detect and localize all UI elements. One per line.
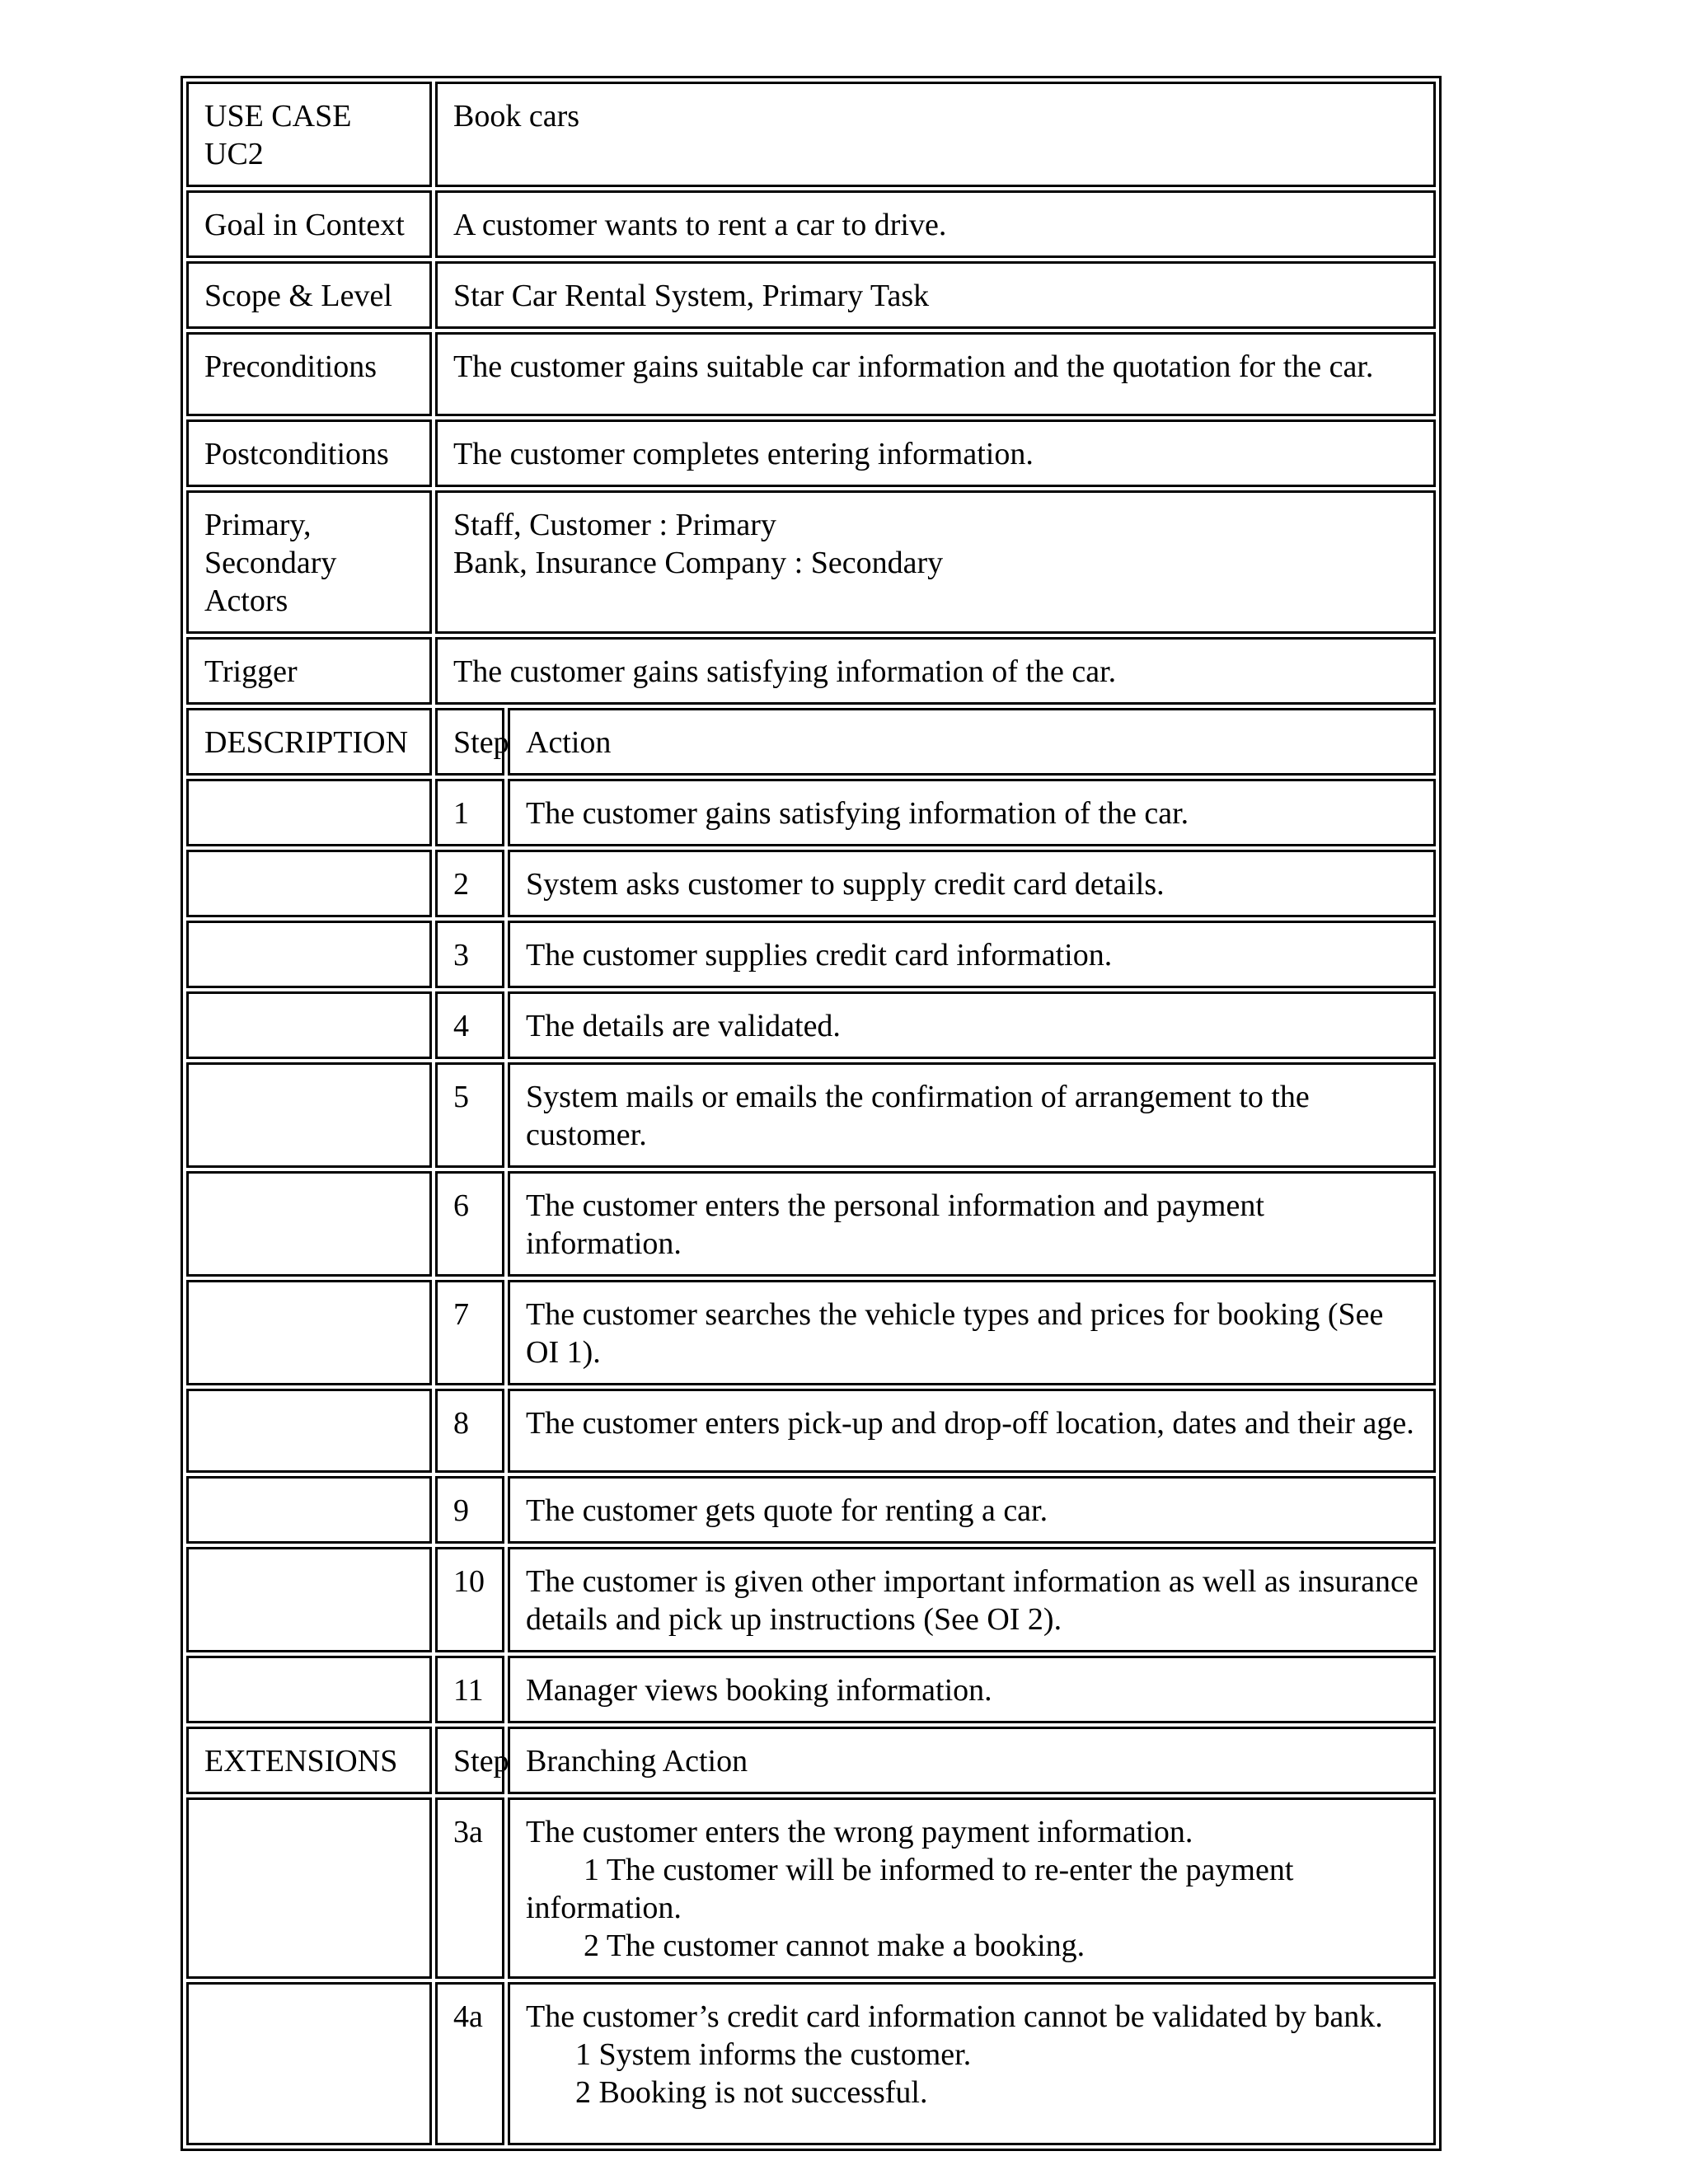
- step-number: 3: [435, 921, 504, 988]
- value-line: Staff, Customer : Primary: [453, 508, 776, 542]
- step-number: 5: [435, 1062, 504, 1168]
- step-action: The customer enters pick-up and drop-off location, dates and their age.: [508, 1389, 1436, 1473]
- branching-action: [508, 1797, 1436, 1979]
- label-cell: Trigger: [186, 637, 432, 705]
- step-row: [186, 1280, 1436, 1385]
- empty-cell: [186, 1656, 432, 1723]
- step-row: [186, 1547, 1436, 1652]
- empty-cell: [186, 1171, 432, 1277]
- step-action: The customer is given other important information as well as insurance details and pick up instructions (See OI 2).: [508, 1547, 1436, 1652]
- section-label: DESCRIPTION: [186, 708, 432, 776]
- label-cell: USE CASE UC2: [186, 82, 432, 187]
- step-action: System mails or emails the confirmation of arrangement to the customer.: [508, 1062, 1436, 1168]
- value-cell: A customer wants to rent a car to drive.: [435, 190, 1436, 258]
- step-number: 7: [435, 1280, 504, 1385]
- extensions-header-row: [186, 1727, 1436, 1794]
- branch-sub: 2 The customer cannot make a booking.: [584, 1929, 1085, 1963]
- header-row: [186, 82, 1436, 187]
- header-row: [186, 637, 1436, 705]
- step-action: The customer gains satisfying information of the car.: [508, 779, 1436, 846]
- step-number: 10: [435, 1547, 504, 1652]
- header-row: [186, 332, 1436, 416]
- step-action: The customer supplies credit card information.: [508, 921, 1436, 988]
- step-row: [186, 1389, 1436, 1473]
- step-row: [186, 921, 1436, 988]
- label-cell: Postconditions: [186, 419, 432, 487]
- action-header: Action: [508, 708, 1436, 776]
- step-row: [186, 1062, 1436, 1168]
- step-row: [186, 850, 1436, 917]
- step-number: 3a: [435, 1797, 504, 1979]
- step-number: 6: [435, 1171, 504, 1277]
- empty-cell: [186, 1280, 432, 1385]
- value-cell: The customer completes entering information.: [435, 419, 1436, 487]
- branching-action: [508, 1982, 1436, 2145]
- step-header: Step: [435, 1727, 504, 1794]
- empty-cell: [186, 1062, 432, 1168]
- label-line: Primary,: [204, 508, 312, 542]
- value-cell: [435, 490, 1436, 634]
- branch-main: The customer enters the wrong payment information.: [526, 1815, 1193, 1849]
- step-row: [186, 779, 1436, 846]
- label-cell: Preconditions: [186, 332, 432, 416]
- step-row: [186, 991, 1436, 1059]
- label-cell: Goal in Context: [186, 190, 432, 258]
- value-line: Bank, Insurance Company : Secondary: [453, 546, 944, 580]
- header-row: [186, 419, 1436, 487]
- extension-row: [186, 1797, 1436, 1979]
- value-cell: Book cars: [435, 82, 1436, 187]
- step-number: 2: [435, 850, 504, 917]
- step-action: The customer gets quote for renting a car.: [508, 1476, 1436, 1544]
- description-header-row: [186, 708, 1436, 776]
- empty-cell: [186, 850, 432, 917]
- action-header: Branching Action: [508, 1727, 1436, 1794]
- value-cell: Star Car Rental System, Primary Task: [435, 261, 1436, 329]
- step-number: 9: [435, 1476, 504, 1544]
- label-cell: Scope & Level: [186, 261, 432, 329]
- label-cell: [186, 490, 432, 634]
- branch-main: The customer’s credit card information cannot be validated by bank.: [526, 1999, 1383, 2034]
- header-row: [186, 190, 1436, 258]
- branch-sub-cont: information.: [526, 1891, 682, 1925]
- step-number: 4: [435, 991, 504, 1059]
- step-row: [186, 1171, 1436, 1277]
- empty-cell: [186, 1797, 432, 1979]
- header-row: [186, 490, 1436, 634]
- branch-sub: 1 System informs the customer.: [575, 2037, 972, 2072]
- step-action: The customer enters the personal information and payment information.: [508, 1171, 1436, 1277]
- empty-cell: [186, 921, 432, 988]
- branch-sub: 2 Booking is not successful.: [575, 2075, 928, 2110]
- step-number: 8: [435, 1389, 504, 1473]
- header-row: [186, 261, 1436, 329]
- empty-cell: [186, 779, 432, 846]
- step-action: The details are validated.: [508, 991, 1436, 1059]
- empty-cell: [186, 1982, 432, 2145]
- step-row: [186, 1476, 1436, 1544]
- step-number: 1: [435, 779, 504, 846]
- empty-cell: [186, 1389, 432, 1473]
- extension-row: [186, 1982, 1436, 2145]
- step-action: The customer searches the vehicle types and prices for booking (See OI 1).: [508, 1280, 1436, 1385]
- label-line: Secondary Actors: [204, 546, 337, 618]
- step-header: Step: [435, 708, 504, 776]
- branch-sub: 1 The customer will be informed to re-enter the payment: [584, 1853, 1294, 1887]
- step-row: [186, 1656, 1436, 1723]
- use-case-table: [181, 76, 1442, 2151]
- step-action: System asks customer to supply credit card details.: [508, 850, 1436, 917]
- empty-cell: [186, 1476, 432, 1544]
- value-cell: The customer gains suitable car information and the quotation for the car.: [435, 332, 1436, 416]
- step-number: 4a: [435, 1982, 504, 2145]
- step-number: 11: [435, 1656, 504, 1723]
- value-cell: The customer gains satisfying information of the car.: [435, 637, 1436, 705]
- empty-cell: [186, 991, 432, 1059]
- empty-cell: [186, 1547, 432, 1652]
- section-label: EXTENSIONS: [186, 1727, 432, 1794]
- step-action: Manager views booking information.: [508, 1656, 1436, 1723]
